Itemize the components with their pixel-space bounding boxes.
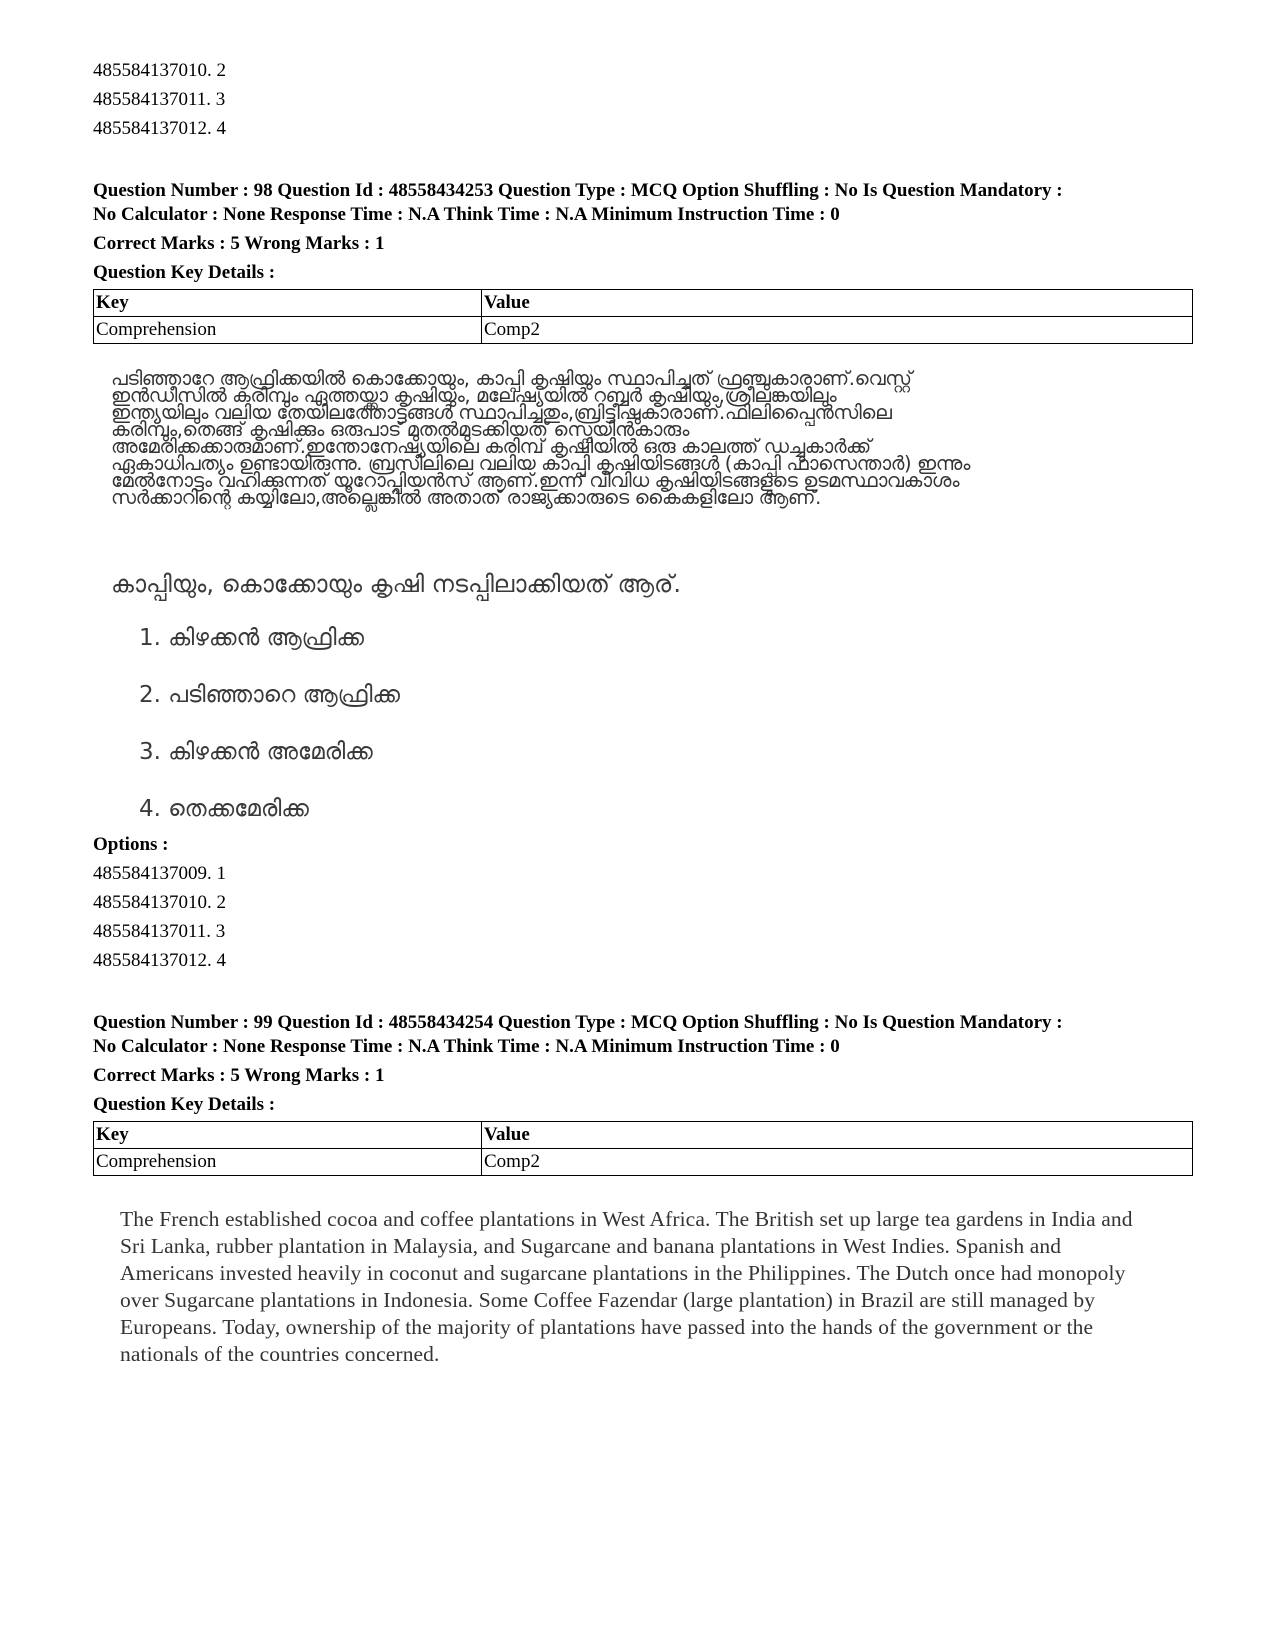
answer-choice: 2. പടിഞ്ഞാറെ ആഫ്രിക്ക <box>139 682 400 708</box>
option-line: 485584137010. 2 <box>93 892 226 913</box>
options-label: Options : <box>93 834 169 855</box>
options-list <box>93 859 1193 975</box>
key-details-label: Question Key Details : <box>93 262 276 283</box>
question-meta: No Calculator : None Response Time : N.A Think Time : N.A Minimum Instruction Time : 0 <box>93 204 840 225</box>
option-line: 485584137012. 4 <box>93 118 226 139</box>
answer-choice: 1. കിഴക്കൻ ആഫ്രിക്ക <box>139 625 364 651</box>
question-meta: Question Number : 99 Question Id : 48558434254 Question Type : MCQ Option Shuffling : No Is Question Mandatory : <box>93 1012 1063 1033</box>
table-header-value: Value <box>482 290 1193 317</box>
question-meta: Question Number : 98 Question Id : 48558434253 Question Type : MCQ Option Shuffling : No Is Question Mandatory : <box>93 180 1063 201</box>
answer-choice: 3. കിഴക്കൻ അമേരിക്ക <box>139 739 373 765</box>
question-99 <box>93 1011 1193 1368</box>
answer-choice: 4. തെക്കമേരിക്ക <box>139 796 309 822</box>
answer-choices <box>139 610 1193 838</box>
option-line: 485584137011. 3 <box>93 89 226 110</box>
comprehension-passage-malayalam: പടിഞ്ഞാറേ ആഫ്രിക്കയിൽ കൊക്കോയും, കാപ്പി കൃഷിയും സ്ഥാപിച്ചത് ഫ്രഞ്ചുകാരാണ്.വെസ്റ്റ് ഇൻഡീസിൽ കരിമ്പും ഏത്തയ്ക്കാ കൃഷിയും, മലേഷ്യയിൽ റബ്ബർ കൃഷിയും,ശ്രീലങ്കയിലും ഇന്ത്യയിലും വലിയ തേയിലത്തോട്ടങ്ങൾ സ്ഥാപിച്ചതും,ബ്രിട്ടീഷുകാരാണ്.ഫിലിപ്പൈൻസിലെ കരിമ്പും,തെങ്ങ് കൃഷിക്കും ഒരുപാട് മുതൽമുടക്കിയത് സ്പെയിൻകാരും അമേരിക്കക്കാരുമാണ്.ഇന്തോനേഷ്യയിലെ കരിമ്പ് കൃഷിയിൽ ഒരു കാലത്ത് ഡച്ചുകാർക്ക് ഏകാധിപത്യം ഉണ്ടായിരുന്നു. ബ്രസീലിലെ വലിയ കാപ്പി കൃഷിയിടങ്ങൾ (കാപ്പി ഫാസെന്താർ) ഇന്നും മേൽനോട്ടം വഹിക്കുന്നത് യൂറോപ്പിയൻസ് ആണ്.ഇന്ന് വിവിധ കൃഷിയിടങ്ങളുടെ ഉടമസ്ഥാവകാശം സർക്കാറിന്റെ കയ്യിലോ,അല്ലെങ്കിൽ അതാത് രാജ്യക്കാരുടെ കൈകളിലോ ആണ്. <box>111 367 971 509</box>
key-details-label: Question Key Details : <box>93 1094 276 1115</box>
table-row <box>94 317 1193 344</box>
question-marks: Correct Marks : 5 Wrong Marks : 1 <box>93 233 385 254</box>
table-header-key: Key <box>94 1122 482 1149</box>
top-options-list <box>93 56 1193 143</box>
option-line: 485584137012. 4 <box>93 950 226 971</box>
option-line: 485584137009. 1 <box>93 863 226 884</box>
table-cell-key: Comprehension <box>94 1149 482 1176</box>
table-header-row <box>94 1122 1193 1149</box>
table-header-key: Key <box>94 290 482 317</box>
option-line: 485584137010. 2 <box>93 60 226 81</box>
question-key-table <box>93 289 1193 344</box>
table-cell-key: Comprehension <box>94 317 482 344</box>
question-marks: Correct Marks : 5 Wrong Marks : 1 <box>93 1065 385 1086</box>
document-page <box>93 56 1193 1368</box>
option-line: 485584137011. 3 <box>93 921 226 942</box>
question-key-table <box>93 1121 1193 1176</box>
table-header-row <box>94 290 1193 317</box>
comprehension-passage-english: The French established cocoa and coffee plantations in West Africa. The British set up large tea gardens in India and Sri Lanka, rubber plantation in Malaysia, and Sugarcane and banana plantations in West Indies. Spanish and Americans invested heavily in coconut and sugarcane plantations in the Philippines. The Dutch once had monopoly over Sugarcane plantations in Indonesia. Some Coffee Fazendar (large plantation) in Brazil are still managed by Europeans. Today, ownership of the majority of plantations have passed into the hands of the government or the nationals of the countries concerned. <box>120 1207 1133 1366</box>
question-meta: No Calculator : None Response Time : N.A Think Time : N.A Minimum Instruction Time : 0 <box>93 1036 840 1057</box>
question-98 <box>93 179 1193 975</box>
table-header-value: Value <box>482 1122 1193 1149</box>
table-row <box>94 1149 1193 1176</box>
table-cell-value: Comp2 <box>482 317 1193 344</box>
question-text: കാപ്പിയും, കൊക്കോയും കൃഷി നടപ്പിലാക്കിയത് ആര്. <box>111 570 682 598</box>
table-cell-value: Comp2 <box>482 1149 1193 1176</box>
